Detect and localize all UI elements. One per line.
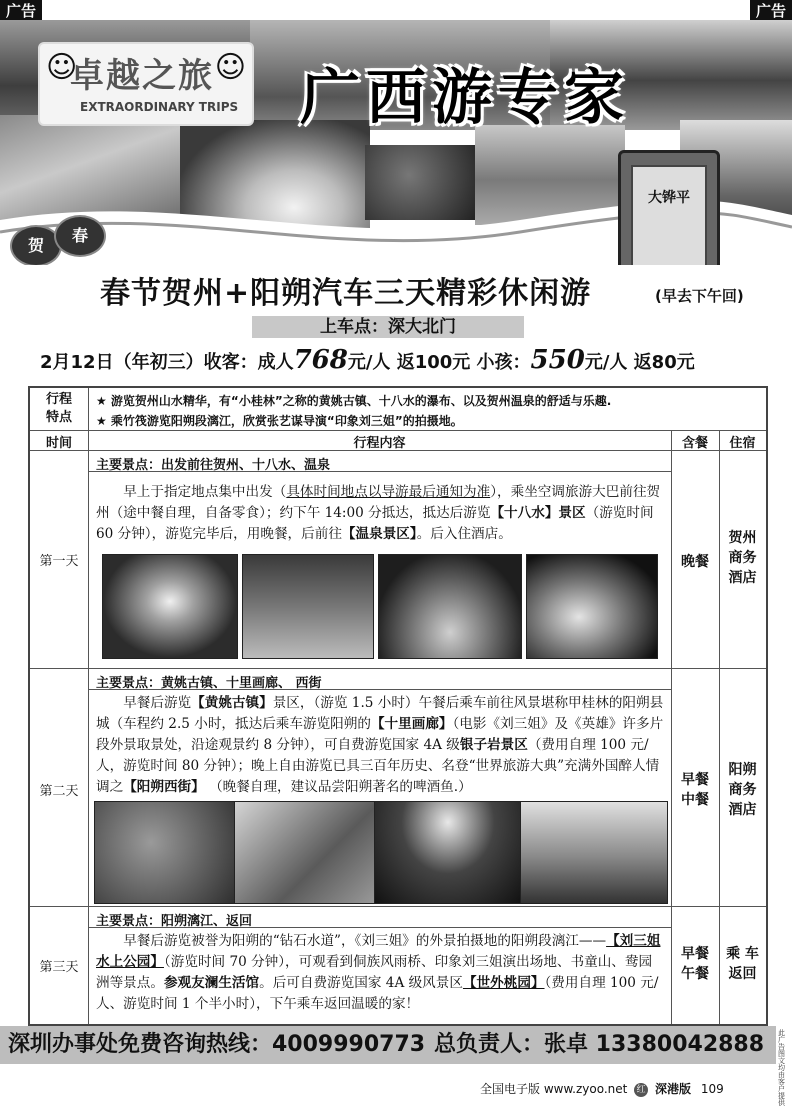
page-footer [480, 1080, 724, 1097]
hotline-number: 深圳办事处免费咨询热线：4009990773 [8, 1032, 426, 1057]
day-1-meals: 晚餐 [681, 554, 709, 570]
lantern-chun-icon: 春 [54, 215, 106, 257]
banner-collage [0, 20, 792, 265]
logo-figure-right-icon: ☺ [214, 50, 246, 85]
child-unit: 元/人 返80元 [584, 352, 695, 373]
day-3-label: 第三天 [39, 960, 79, 975]
header-meals: 含餐 [681, 436, 708, 451]
scroll-panel [631, 165, 707, 265]
edition-region: 深港版 [655, 1082, 692, 1096]
day-2-hotel: 阳朔 商务 酒店 [728, 762, 757, 818]
day-2-label: 第二天 [39, 784, 79, 799]
adult-unit: 元/人 返100元 小孩： [347, 352, 531, 373]
day-3-hotel: 乘 车 返回 [726, 946, 759, 982]
price-prefix: 2月12日（年初三）收客：成人 [40, 352, 294, 373]
day-2-photo-west-street [374, 801, 522, 904]
header-time: 时间 [45, 436, 72, 451]
ad-tag-left: 广告 [0, 0, 42, 22]
trip-title: 春节贺州+阳朔汽车三天精彩休闲游 [100, 276, 592, 311]
scroll-decoration [618, 150, 720, 265]
hotline-bar [0, 1026, 776, 1064]
feature-item: ★ 乘竹筏游览阳朔段漓江，欣赏张艺谋导演“印象刘三姐”的拍摄地。 [96, 414, 463, 428]
feature-item: ★ 游览贺州山水精华，有“小桂林”之称的黄姚古镇、十八水的瀑布、以及贺州温泉的舒适与乐趣. [96, 394, 612, 408]
logo-subtitle: EXTRAORDINARY TRIPS [80, 100, 239, 114]
headline: 广西游专家 [300, 63, 630, 133]
day-1-label: 第一天 [39, 554, 79, 569]
features-label: 行程 特点 [45, 392, 72, 425]
brand-logo [40, 44, 252, 124]
day-1-photo-hotspring [378, 554, 522, 659]
lantern-he-icon: 贺 [10, 225, 62, 265]
day-1-highlights: 主要景点：出发前往贺州、十八水、温泉 [96, 458, 331, 473]
day-1-description: 早上于指定地点集中出发（具体时间地点以导游最后通知为准），乘坐空调旅游大巴前往贺州（途中餐自理，自备零食）；约下午 14:00 分抵达，抵达后游览【十八水】景区（游览时间 60 分钟），游览完毕后，用晚餐，后前往【温泉景区】。后入住酒店。 [96, 484, 661, 542]
price-line [40, 345, 695, 375]
day-3-description: 早餐后游览被誉为阳朔的“钻石水道”，《刘三姐》的外景拍摄地的阳朔段漓江——【刘三姐水上公园】（游览时间 70 分钟），可观看到侗族风雨桥、印象刘三姐演出场地、书童山、鸯园洲等景点。参观友澜生活馆。后可自费游览国家 4A 级风景区【世外桃园】（费用自理 100 元/人、游览时间 1 个半小时），下午乘车返回温暖的家！ [96, 933, 661, 1012]
day-2-photo-old-street [234, 801, 376, 904]
header-content: 行程内容 [353, 436, 406, 451]
pickup-point: 上车点：深大北门 [252, 316, 524, 338]
side-disclaimer: 此广告图文均由客户提供 [778, 1029, 785, 1107]
day-1-photo-pool [526, 554, 658, 659]
ad-tag-right: 广告 [750, 0, 792, 22]
day-1-hotel: 贺州 商务 酒店 [728, 530, 757, 586]
day-2-photo-karst [520, 801, 668, 904]
edition-badge-icon: 红 [634, 1083, 648, 1097]
day-3-meals: 早餐 午餐 [681, 946, 709, 982]
itinerary-table [28, 386, 768, 1026]
day-2-meals: 早餐 中餐 [681, 772, 709, 808]
day-3-highlights: 主要景点：阳朔漓江、返回 [96, 914, 253, 929]
day-2-photo-garden [94, 801, 236, 904]
logo-figure-left-icon: ☺ [46, 50, 78, 85]
day-2-description: 早餐后游览【黄姚古镇】景区，（游览 1.5 小时）午餐后乘车前往风景堪称甲桂林的阳朔县城（车程约 2.5 小时，抵达后乘车游览阳朔的【十里画廊】（电影《刘三姐》及《英雄》许多片段外景取景处，沿途观景约 8 分钟），可自费游览国家 4A 级银子岩景区（费用自理 100 元/人，游览时间 80 分钟）；晚上自由游览已具三百年历史、名登“世界旅游大典”充满外国醉人情调之【阳朔西街】 （晚餐自理，建议品尝阳朔著名的啤酒鱼.） [96, 695, 664, 795]
manager-contact: 总负责人：张卓 13380042888 [434, 1032, 765, 1057]
child-price: 550 [530, 345, 585, 375]
adult-price: 768 [293, 345, 348, 375]
logo-title: 卓越之旅 [70, 56, 214, 96]
scroll-caption: 大铧平 [648, 190, 690, 206]
trip-subtitle: (早去下午回) [655, 287, 744, 305]
edition-url: 全国电子版 www.zyoo.net [480, 1082, 628, 1096]
day-1-photo-cascade [242, 554, 374, 659]
day-1-photo-waterfall [102, 554, 238, 659]
day-2-highlights: 主要景点：黄姚古镇、十里画廊、 西街 [96, 676, 322, 691]
page-number: 109 [700, 1082, 724, 1096]
header-lodging: 住宿 [729, 436, 756, 451]
